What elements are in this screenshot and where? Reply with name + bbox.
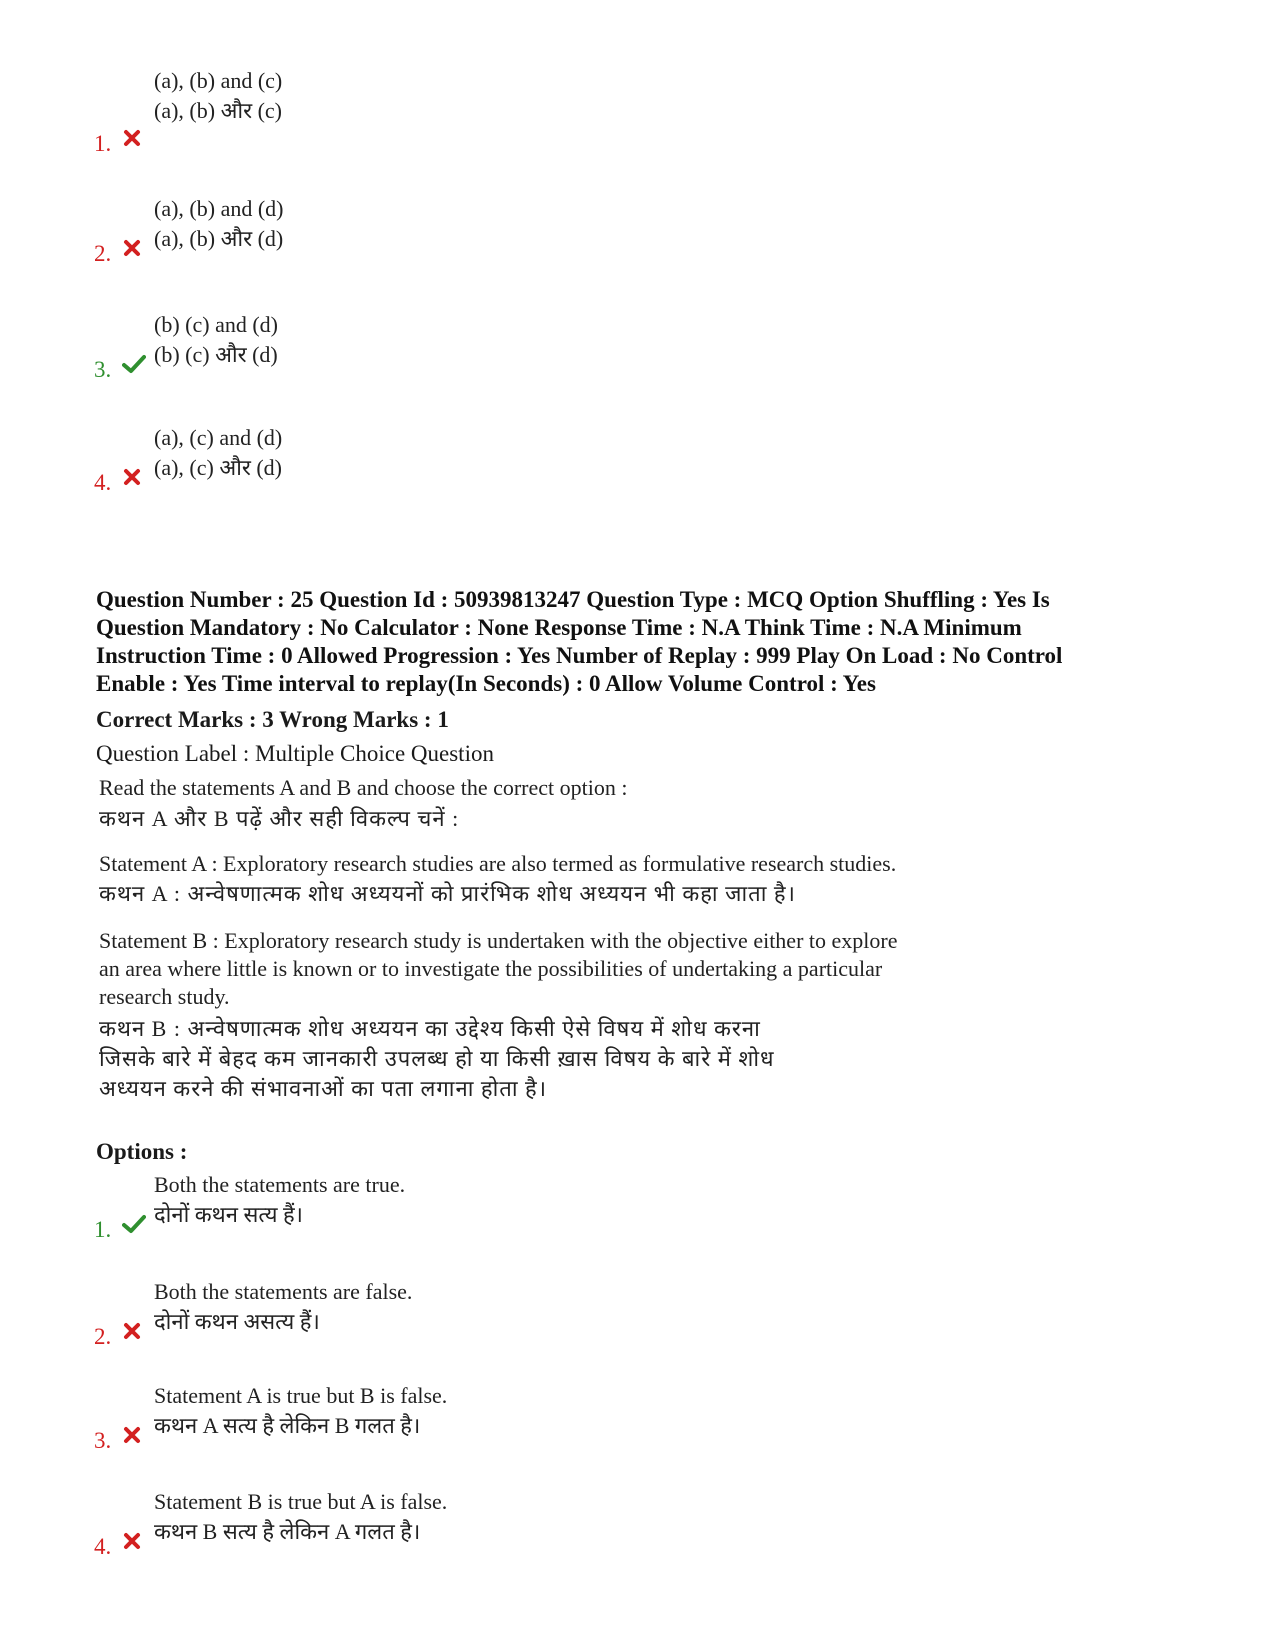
prev-option-1-hi: (a), (b) और (c)	[154, 98, 282, 123]
option-2-number: 2.	[94, 1324, 112, 1349]
meta-line: Question Number : 25 Question Id : 50939813247 Question Type : MCQ Option Shuffling : Yes Is	[96, 587, 1050, 612]
option-3	[94, 1381, 994, 1471]
option-3-en: Statement A is true but B is false.	[154, 1383, 448, 1408]
meta-line: Question Mandatory : No Calculator : None Response Time : N.A Think Time : N.A Minimum	[96, 615, 1022, 640]
prev-option-1	[94, 66, 994, 156]
prev-option-4-en: (a), (c) and (d)	[154, 425, 283, 450]
prev-option-3	[94, 310, 994, 400]
prev-option-1-number: 1.	[94, 131, 112, 156]
option-3-hi: कथन A सत्य है लेकिन B गलत है।	[154, 1413, 421, 1438]
option-1-number: 1.	[94, 1217, 112, 1242]
correct-check-icon	[122, 1214, 146, 1234]
question-prompt	[99, 774, 979, 833]
prev-option-4-number: 4.	[94, 470, 112, 495]
prev-option-3-number: 3.	[94, 357, 112, 382]
prev-option-1-en: (a), (b) and (c)	[154, 68, 283, 93]
option-4-hi: कथन B सत्य है लेकिन A गलत है।	[154, 1519, 421, 1544]
statement-b-hi-line: अध्ययन करने की संभावनाओं का पता लगाना होता है।	[99, 1076, 548, 1101]
prev-option-4-hi: (a), (c) और (d)	[154, 455, 282, 480]
statement-b-en-line: research study.	[99, 984, 230, 1009]
wrong-cross-icon	[122, 467, 142, 487]
statement-a-en: Statement A : Exploratory research studies are also termed as formulative research studies.	[99, 851, 897, 876]
option-4-number: 4.	[94, 1534, 112, 1559]
options-heading: Options :	[96, 1139, 188, 1164]
statement-b-hi-line: जिसके बारे में बेहद कम जानकारी उपलब्ध हो या किसी ख़ास विषय के बारे में शोध	[99, 1046, 775, 1071]
option-1	[94, 1170, 994, 1260]
prev-option-2	[94, 194, 994, 284]
wrong-cross-icon	[122, 1321, 142, 1341]
prev-option-2-hi: (a), (b) और (d)	[154, 226, 284, 251]
question-marks: Correct Marks : 3 Wrong Marks : 1	[96, 707, 449, 732]
option-2-en: Both the statements are false.	[154, 1279, 413, 1304]
prompt-en: Read the statements A and B and choose the correct option :	[99, 775, 628, 800]
option-2	[94, 1277, 994, 1367]
wrong-cross-icon	[122, 128, 142, 148]
option-3-number: 3.	[94, 1428, 112, 1453]
wrong-cross-icon	[122, 238, 142, 258]
statement-b-hi-line: कथन B : अन्वेषणात्मक शोध अध्ययन का उद्देश्य किसी ऐसे विषय में शोध करना	[99, 1016, 761, 1041]
option-2-hi: दोनों कथन असत्य हैं।	[154, 1309, 320, 1334]
prev-option-3-en: (b) (c) and (d)	[154, 312, 278, 337]
prev-option-3-hi: (b) (c) और (d)	[154, 342, 278, 367]
prev-option-4	[94, 423, 994, 513]
option-4-en: Statement B is true but A is false.	[154, 1489, 448, 1514]
wrong-cross-icon	[122, 1531, 142, 1551]
statement-b	[99, 927, 979, 1103]
question-metadata	[96, 586, 1206, 698]
question-label: Question Label : Multiple Choice Question	[96, 741, 494, 766]
prompt-hi: कथन A और B पढ़ें और सही विकल्प चनें :	[99, 806, 460, 831]
meta-line: Instruction Time : 0 Allowed Progression : Yes Number of Replay : 999 Play On Load : No Control	[96, 643, 1063, 668]
correct-check-icon	[122, 354, 146, 374]
statement-b-en-line: Statement B : Exploratory research study is undertaken with the objective either to explore	[99, 928, 898, 953]
statement-a	[99, 850, 979, 908]
statement-a-hi: कथन A : अन्वेषणात्मक शोध अध्ययनों को प्रारंभिक शोध अध्ययन भी कहा जाता है।	[99, 881, 796, 906]
prev-option-2-number: 2.	[94, 241, 112, 266]
statement-b-en-line: an area where little is known or to investigate the possibilities of undertaking a particular	[99, 956, 883, 981]
prev-option-2-en: (a), (b) and (d)	[154, 196, 284, 221]
option-4	[94, 1487, 994, 1577]
option-1-en: Both the statements are true.	[154, 1172, 406, 1197]
option-1-hi: दोनों कथन सत्य हैं।	[154, 1202, 303, 1227]
wrong-cross-icon	[122, 1425, 142, 1445]
meta-line: Enable : Yes Time interval to replay(In Seconds) : 0 Allow Volume Control : Yes	[96, 671, 876, 696]
